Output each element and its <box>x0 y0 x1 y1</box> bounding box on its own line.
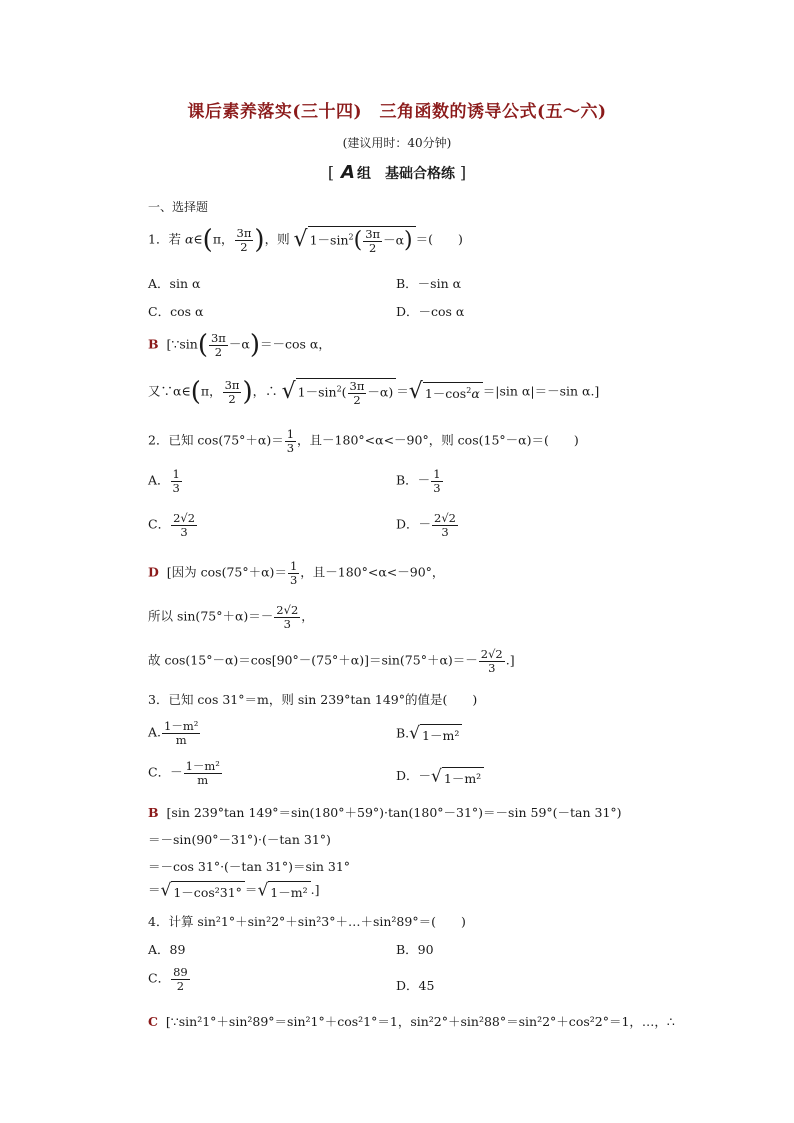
q2-option-d: D．－ $\frac{2√2}{3}$ <box>396 511 456 539</box>
q4-option-d: D．45 <box>396 978 435 993</box>
q3-option-b: B.√ 1－m² <box>396 724 462 744</box>
q3-solution-line-2: ＝－sin(90°－31°)·(－tan 31°) <box>148 832 331 847</box>
group-label: 组 基础合格练 <box>356 166 455 182</box>
q2-option-b: B．－ $\frac{1}{3}$ <box>396 467 441 495</box>
q1-solution-line-2: 又∵α∈(π， $\frac{3\pi}{2}$ )，∴ √ $1-\sin^2$( $\frac{3\pi}{2}$ －α) ＝√ $1-\cos^2\alpha =|\sin$ α|＝－sin α.] <box>148 377 600 408</box>
section-heading: 一、选择题 <box>148 200 209 214</box>
q2-answer: D <box>148 564 159 580</box>
q2-option-c: C． $\frac{2√2}{3}$ <box>148 511 196 539</box>
q3-solution-line-4: ＝√ 1－cos²31° ＝√ 1－m² .] <box>148 880 320 900</box>
q4-option-c: C． $\frac{89}{2}$ <box>148 965 188 993</box>
question-2: 2．已知 cos(75°＋α)＝ $\frac{1}{3}$ ，且－180°<α<－90°，则 cos(15°－α)＝( ) <box>148 427 579 455</box>
q1-option-b: B．－sin α <box>396 276 462 291</box>
question-1: 1．若 α∈(π， $\frac{3\pi}{2}$ )，则 √ $1-\sin^2$( $\frac{3\pi}{2}$ －α) ＝( ) <box>148 225 463 256</box>
q3-solution-line-3: ＝－cos 31°·(－tan 31°)＝sin 31° <box>148 859 351 874</box>
bracket-close: ] <box>459 163 467 182</box>
group-heading <box>0 162 794 183</box>
q2-solution-line-3: 故 cos(15°－α)＝cos[90°－(75°＋α)]＝sin(75°＋α)＝－ $\frac{2√2}{3}$ .] <box>148 647 515 675</box>
group-letter: A <box>341 162 355 183</box>
q3-answer: B <box>148 805 159 820</box>
q3-option-c: C．－ $\frac{\text{1－m²}}{m}$ <box>148 759 220 787</box>
q2-option-a: A． $\frac{1}{3}$ <box>148 467 180 495</box>
q2-solution-line-1: D [因为 cos(75°＋α)＝ $\frac{1}{3}$ ，且－180°<α<－90°， <box>148 559 445 587</box>
q1-solution-line-1: B [∵sin( $\frac{3\pi}{2}$ －α)＝－cos α， <box>148 330 331 361</box>
question-4: 4．计算 sin²1°＋sin²2°＋sin²3°＋…＋sin²89°＝( ) <box>148 914 466 929</box>
time-suggestion: (建议用时：40分钟) <box>342 136 452 150</box>
bracket-open: [ <box>327 163 335 182</box>
sqrt-expression: √ $1-\sin^2$( $\frac{3\pi}{2}$ －α) <box>294 226 416 254</box>
q4-option-b: B．90 <box>396 942 434 957</box>
q1-option-c: C．cos α <box>148 304 204 319</box>
q3-solution-line-1: B [sin 239°tan 149°＝sin(180°＋59°)·tan(180°－31°)＝－sin 59°(－tan 31°) <box>148 805 622 820</box>
q3-option-d: D．－√ 1－m² <box>396 766 484 787</box>
q1-answer: B <box>148 336 159 352</box>
q4-solution-line-1: C [∵sin²1°＋sin²89°＝sin²1°＋cos²1°＝1，sin²2°＋sin²88°＝sin²2°＋cos²2°＝1，…，∴ <box>148 1014 675 1029</box>
q1-option-d: D．－cos α <box>396 304 465 319</box>
q1-option-a: A．sin α <box>148 276 201 291</box>
q2-solution-line-2: 所以 sin(75°＋α)＝－ $\frac{2√2}{3}$ ， <box>148 603 314 631</box>
question-3: 3．已知 cos 31°＝m，则 sin 239°tan 149°的值是( ) <box>148 692 478 707</box>
q3-option-a: A. $\frac{\text{1－m²}}{m}$ <box>148 719 199 747</box>
q4-option-a: A．89 <box>148 942 186 957</box>
q4-answer: C <box>148 1014 158 1029</box>
page-title: 课后素养落实(三十四) 三角函数的诱导公式(五～六) <box>187 102 607 122</box>
